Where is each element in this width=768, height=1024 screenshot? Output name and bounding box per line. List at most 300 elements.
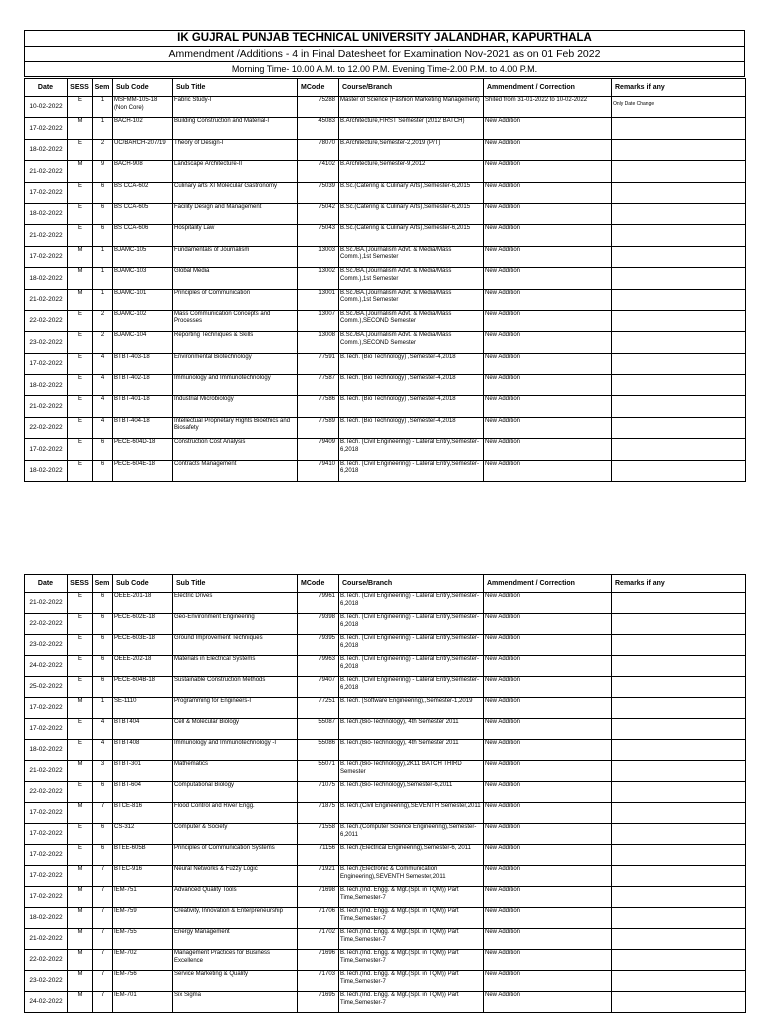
- cell-sem: 4: [93, 417, 113, 438]
- cell-sess: E: [68, 782, 93, 803]
- cell-remarks: [612, 375, 746, 396]
- cell-date: 23-02-2022: [25, 971, 68, 992]
- cell-sess: M: [68, 929, 93, 950]
- cell-remarks: [612, 310, 746, 331]
- table-row: [25, 635, 746, 656]
- table-row: [25, 908, 746, 929]
- cell-sub-code: PECE-604D-18: [113, 439, 173, 460]
- cell-amendment: New Addition: [484, 118, 612, 139]
- cell-remarks: [612, 417, 746, 438]
- cell-sub-title: Materials in Electrical Systems: [173, 656, 298, 677]
- cell-sub-code: BTBT-604: [113, 782, 173, 803]
- cell-sub-code: BTBT408: [113, 740, 173, 761]
- table-row: [25, 139, 746, 160]
- col-mcode: MCode: [298, 575, 339, 593]
- cell-sub-code: BTBT-403-18: [113, 353, 173, 374]
- cell-sub-title: Immunology and Immunotechnology -I: [173, 740, 298, 761]
- cell-mcode: 13001: [298, 289, 339, 310]
- cell-sub-title: Electric Drives: [173, 593, 298, 614]
- cell-sub-code: PECE-603E-18: [113, 635, 173, 656]
- cell-mcode: 71698: [298, 887, 339, 908]
- cell-sub-code: BS CCA-605: [113, 203, 173, 224]
- cell-sess: M: [68, 887, 93, 908]
- cell-sem: 6: [93, 677, 113, 698]
- cell-sess: E: [68, 677, 93, 698]
- cell-date: 18-02-2022: [25, 139, 68, 160]
- cell-course-branch: Master of Science (Fashion Marketing Management): [339, 97, 484, 118]
- cell-amendment: New Addition: [484, 635, 612, 656]
- table-row: [25, 824, 746, 845]
- cell-sem: 6: [93, 225, 113, 246]
- cell-amendment: New Addition: [484, 396, 612, 417]
- cell-sub-code: IEM-759: [113, 908, 173, 929]
- cell-mcode: 77587: [298, 375, 339, 396]
- cell-amendment: New Addition: [484, 992, 612, 1013]
- cell-amendment: New Addition: [484, 677, 612, 698]
- cell-sess: M: [68, 698, 93, 719]
- cell-mcode: 71696: [298, 950, 339, 971]
- cell-remarks: [612, 908, 746, 929]
- cell-sub-code: BS CCA-606: [113, 225, 173, 246]
- cell-sub-title: Sustainable Construction Methods: [173, 677, 298, 698]
- col-sess: SESS: [68, 575, 93, 593]
- table-row: [25, 203, 746, 224]
- cell-sub-code: CS-312: [113, 824, 173, 845]
- cell-course-branch: B.Tech.(Electrical Engineering),Semester-6, 2011: [339, 845, 484, 866]
- cell-sess: E: [68, 824, 93, 845]
- cell-amendment: New Addition: [484, 417, 612, 438]
- cell-course-branch: B.Tech.(Ind. Engg. & Mgt.(Spl. in TQM)) Part Time,Semester-7: [339, 887, 484, 908]
- table-row: [25, 950, 746, 971]
- cell-sub-code: OEEE-202-18: [113, 656, 173, 677]
- table-row: [25, 971, 746, 992]
- cell-sem: 6: [93, 593, 113, 614]
- cell-remarks: [612, 845, 746, 866]
- cell-sem: 1: [93, 97, 113, 118]
- cell-sub-title: Hospitality Law: [173, 225, 298, 246]
- table-row: [25, 656, 746, 677]
- cell-amendment: New Addition: [484, 182, 612, 203]
- cell-sem: 1: [93, 246, 113, 267]
- cell-date: 17-02-2022: [25, 887, 68, 908]
- cell-date: 17-02-2022: [25, 824, 68, 845]
- cell-course-branch: B.Sc./BA.(Journalism Advt. & Media/Mass Comm.),SECOND Semester: [339, 310, 484, 331]
- table-row: [25, 698, 746, 719]
- cell-course-branch: B.Tech.(Bio-Technology),2K11 BATCH THIRD Semester: [339, 761, 484, 782]
- cell-mcode: 55071: [298, 761, 339, 782]
- cell-sess: E: [68, 614, 93, 635]
- cell-mcode: 77251: [298, 698, 339, 719]
- cell-sub-code: BACH-102: [113, 118, 173, 139]
- table-row: [25, 439, 746, 460]
- cell-sub-code: BJAMC-105: [113, 246, 173, 267]
- cell-sem: 6: [93, 460, 113, 481]
- cell-sub-code: BTBT-404-18: [113, 417, 173, 438]
- cell-sem: 2: [93, 139, 113, 160]
- cell-amendment: New Addition: [484, 698, 612, 719]
- cell-amendment: New Addition: [484, 246, 612, 267]
- table-row: [25, 614, 746, 635]
- cell-amendment: New Addition: [484, 950, 612, 971]
- cell-sub-title: Programming for Engineers-I: [173, 698, 298, 719]
- cell-sub-title: Theory of Design-I: [173, 139, 298, 160]
- col-sub-code: Sub Code: [113, 575, 173, 593]
- cell-sub-code: BTBT-402-18: [113, 375, 173, 396]
- cell-sess: E: [68, 593, 93, 614]
- cell-sub-code: OEEE-201-18: [113, 593, 173, 614]
- cell-date: 10-02-2022: [25, 97, 68, 118]
- table-row: [25, 719, 746, 740]
- table-row: [25, 460, 746, 481]
- cell-amendment: New Addition: [484, 761, 612, 782]
- cell-course-branch: B.Tech.(Ind. Engg. & Mgt.(Spl. in TQM)) Part Time,Semester-7: [339, 908, 484, 929]
- cell-sub-title: Fabric Study-I: [173, 97, 298, 118]
- cell-course-branch: B.Sc./BA.(Journalism Advt. & Media/Mass Comm.),1st Semester: [339, 289, 484, 310]
- col-sub-code: Sub Code: [113, 79, 173, 97]
- cell-sem: 7: [93, 950, 113, 971]
- cell-sub-code: IEM-756: [113, 971, 173, 992]
- cell-date: 22-02-2022: [25, 614, 68, 635]
- table-row: [25, 225, 746, 246]
- cell-sub-title: Culinary arts XI Molecular Gastronomy: [173, 182, 298, 203]
- col-amendment: Ammendment / Correction: [484, 575, 612, 593]
- cell-date: 22-02-2022: [25, 782, 68, 803]
- cell-mcode: 71921: [298, 866, 339, 887]
- cell-mcode: 71156: [298, 845, 339, 866]
- cell-course-branch: B.Tech. (Bio Technology) ,Semester-4,2018: [339, 396, 484, 417]
- cell-remarks: [612, 203, 746, 224]
- cell-sess: E: [68, 203, 93, 224]
- cell-amendment: New Addition: [484, 268, 612, 289]
- cell-sem: 1: [93, 698, 113, 719]
- table-row: [25, 310, 746, 331]
- cell-date: 21-02-2022: [25, 593, 68, 614]
- cell-mcode: 13003: [298, 246, 339, 267]
- cell-remarks: [612, 246, 746, 267]
- cell-course-branch: B.Tech. (Software Engineering),,Semester-1,2019: [339, 698, 484, 719]
- cell-mcode: 79961: [298, 593, 339, 614]
- cell-sub-code: PECE-604B-18: [113, 677, 173, 698]
- cell-amendment: New Addition: [484, 203, 612, 224]
- cell-sem: 9: [93, 161, 113, 182]
- cell-sem: 4: [93, 353, 113, 374]
- cell-mcode: 71558: [298, 824, 339, 845]
- cell-remarks: [612, 97, 746, 118]
- cell-sess: E: [68, 139, 93, 160]
- cell-course-branch: B.Sc.(Catering & Culinary Arts),Semester-6,2015: [339, 182, 484, 203]
- cell-course-branch: B.Tech. (Bio Technology) ,Semester-4,2018: [339, 417, 484, 438]
- cell-sem: 7: [93, 971, 113, 992]
- cell-mcode: 45083: [298, 118, 339, 139]
- table-row: [25, 803, 746, 824]
- cell-mcode: 77589: [298, 417, 339, 438]
- cell-sub-title: Mass Communication Concepts and Processes: [173, 310, 298, 331]
- document-header: [24, 30, 745, 77]
- cell-sub-title: Principles of Communication Systems: [173, 845, 298, 866]
- cell-amendment: New Addition: [484, 593, 612, 614]
- cell-date: 18-02-2022: [25, 375, 68, 396]
- cell-sub-title: Cell & Molecular Biology: [173, 719, 298, 740]
- cell-date: 17-02-2022: [25, 719, 68, 740]
- cell-remarks: [612, 635, 746, 656]
- col-sem: Sem: [93, 79, 113, 97]
- cell-sub-title: Creativity, Innovation & Enterpreneurship: [173, 908, 298, 929]
- col-course-branch: Course/Branch: [339, 79, 484, 97]
- cell-remarks: [612, 460, 746, 481]
- cell-remarks: [612, 740, 746, 761]
- cell-sem: 6: [93, 203, 113, 224]
- cell-mcode: 55086: [298, 740, 339, 761]
- cell-date: 17-02-2022: [25, 845, 68, 866]
- cell-course-branch: B.Tech. (Bio Technology) ,Semester-4,2018: [339, 375, 484, 396]
- table-row: [25, 396, 746, 417]
- cell-sub-code: SE-1110: [113, 698, 173, 719]
- cell-sub-code: BJAMC-103: [113, 268, 173, 289]
- table-row: [25, 845, 746, 866]
- cell-sess: M: [68, 161, 93, 182]
- cell-sem: 1: [93, 289, 113, 310]
- cell-mcode: 75043: [298, 225, 339, 246]
- cell-sub-code: BACH-908: [113, 161, 173, 182]
- cell-remarks: [612, 332, 746, 353]
- cell-sess: E: [68, 375, 93, 396]
- remark-text: Only Date Change: [613, 101, 655, 107]
- cell-date: 24-02-2022: [25, 992, 68, 1013]
- table-row: [25, 761, 746, 782]
- col-date: Date: [25, 575, 68, 593]
- cell-sub-title: Advanced Quality Tools: [173, 887, 298, 908]
- cell-course-branch: B.Architecture,Semester-2,2019 (P/T): [339, 139, 484, 160]
- cell-amendment: New Addition: [484, 971, 612, 992]
- cell-course-branch: B.Architecture,FIRST Semester (2012 BATCH): [339, 118, 484, 139]
- table-row: [25, 677, 746, 698]
- cell-amendment: New Addition: [484, 225, 612, 246]
- cell-amendment: New Addition: [484, 824, 612, 845]
- cell-remarks: [612, 353, 746, 374]
- cell-sess: M: [68, 950, 93, 971]
- cell-course-branch: B.Tech.(Ind. Engg. & Mgt.(Spl. in TQM)) Part Time,Semester-7: [339, 929, 484, 950]
- cell-date: 23-02-2022: [25, 332, 68, 353]
- cell-course-branch: B.Tech. (Civil Engineering) - Lateral Entry,Semester-6,2018: [339, 635, 484, 656]
- cell-date: 17-02-2022: [25, 353, 68, 374]
- cell-sess: M: [68, 761, 93, 782]
- cell-course-branch: B.Sc.(Catering & Culinary Arts),Semester-6,2015: [339, 225, 484, 246]
- cell-date: 17-02-2022: [25, 246, 68, 267]
- cell-mcode: 55087: [298, 719, 339, 740]
- cell-course-branch: B.Tech.(Bio-Technology), 4th Semester 2011: [339, 740, 484, 761]
- cell-date: 25-02-2022: [25, 677, 68, 698]
- cell-sess: E: [68, 332, 93, 353]
- cell-remarks: [612, 971, 746, 992]
- cell-course-branch: B.Tech. (Bio Technology) ,Semester-4,2018: [339, 353, 484, 374]
- cell-sem: 6: [93, 824, 113, 845]
- cell-remarks: [612, 225, 746, 246]
- cell-date: 18-02-2022: [25, 740, 68, 761]
- cell-date: 17-02-2022: [25, 118, 68, 139]
- cell-sub-code: BTBT-301: [113, 761, 173, 782]
- cell-sess: E: [68, 225, 93, 246]
- col-amendment: Ammendment / Correction: [484, 79, 612, 97]
- table-row: [25, 593, 746, 614]
- cell-date: 21-02-2022: [25, 225, 68, 246]
- cell-amendment: New Addition: [484, 929, 612, 950]
- cell-course-branch: B.Tech. (Civil Engineering) - Lateral Entry,Semester-6,2018: [339, 677, 484, 698]
- cell-sub-code: BTEE-605B: [113, 845, 173, 866]
- cell-mcode: 79410: [298, 460, 339, 481]
- cell-mcode: 13007: [298, 310, 339, 331]
- cell-remarks: [612, 677, 746, 698]
- cell-sub-code: IEM-751: [113, 887, 173, 908]
- cell-amendment: New Addition: [484, 803, 612, 824]
- cell-sub-code: BTBT404: [113, 719, 173, 740]
- cell-sem: 7: [93, 992, 113, 1013]
- cell-course-branch: B.Architecture,Semester-9,2012: [339, 161, 484, 182]
- datesheet-table-2: [24, 574, 746, 1013]
- cell-remarks: [612, 824, 746, 845]
- cell-course-branch: B.Tech.(Bio-Technology), 4th Semester 2011: [339, 719, 484, 740]
- cell-sem: 3: [93, 761, 113, 782]
- table-row: [25, 268, 746, 289]
- cell-remarks: [612, 698, 746, 719]
- table-row: [25, 182, 746, 203]
- cell-date: 17-02-2022: [25, 439, 68, 460]
- col-remarks: Remarks if any: [612, 79, 746, 97]
- cell-sem: 6: [93, 182, 113, 203]
- cell-remarks: [612, 782, 746, 803]
- cell-sess: M: [68, 118, 93, 139]
- cell-sub-title: Six Sigma: [173, 992, 298, 1013]
- cell-remarks: [612, 614, 746, 635]
- cell-amendment: New Addition: [484, 740, 612, 761]
- cell-remarks: [612, 803, 746, 824]
- table-row: [25, 782, 746, 803]
- cell-mcode: 79963: [298, 656, 339, 677]
- cell-date: 17-02-2022: [25, 866, 68, 887]
- cell-amendment: New Addition: [484, 439, 612, 460]
- cell-date: 22-02-2022: [25, 417, 68, 438]
- cell-amendment: New Addition: [484, 614, 612, 635]
- cell-amendment: New Addition: [484, 375, 612, 396]
- cell-sess: M: [68, 992, 93, 1013]
- cell-sem: 4: [93, 740, 113, 761]
- cell-sess: E: [68, 182, 93, 203]
- university-title: IK GUJRAL PUNJAB TECHNICAL UNIVERSITY JALANDHAR, KAPURTHALA: [25, 31, 745, 47]
- cell-sub-title: Intellectual Proprietary Rights Bioethics and Biosafety: [173, 417, 298, 438]
- cell-sem: 6: [93, 656, 113, 677]
- cell-sem: 6: [93, 635, 113, 656]
- cell-amendment: New Addition: [484, 310, 612, 331]
- cell-sess: E: [68, 656, 93, 677]
- cell-sem: 6: [93, 439, 113, 460]
- cell-amendment: New Addition: [484, 161, 612, 182]
- cell-sub-title: Principles of Communication: [173, 289, 298, 310]
- cell-date: 24-02-2022: [25, 656, 68, 677]
- datesheet-table-1: [24, 78, 746, 482]
- col-sub-title: Sub Title: [173, 575, 298, 593]
- cell-sem: 4: [93, 396, 113, 417]
- table-row: [25, 353, 746, 374]
- table-row: [25, 740, 746, 761]
- cell-sess: E: [68, 635, 93, 656]
- cell-mcode: 13002: [298, 268, 339, 289]
- cell-mcode: 13008: [298, 332, 339, 353]
- cell-course-branch: B.Tech.(Ind. Engg. & Mgt.(Spl. in TQM)) Part Time,Semester-7: [339, 950, 484, 971]
- cell-sub-title: Computational Biology: [173, 782, 298, 803]
- cell-sess: M: [68, 803, 93, 824]
- cell-course-branch: B.Tech. (Civil Engineering) - Lateral Entry,Semester-6,2018: [339, 593, 484, 614]
- cell-mcode: 77591: [298, 353, 339, 374]
- cell-course-branch: B.Sc.(Catering & Culinary Arts),Semester-6,2015: [339, 203, 484, 224]
- cell-amendment: New Addition: [484, 845, 612, 866]
- cell-date: 18-02-2022: [25, 268, 68, 289]
- cell-amendment: New Addition: [484, 908, 612, 929]
- cell-mcode: 74102: [298, 161, 339, 182]
- table-body-2: [25, 593, 746, 1013]
- cell-date: 18-02-2022: [25, 460, 68, 481]
- cell-mcode: 75039: [298, 182, 339, 203]
- cell-sub-code: UC/BARCH-207/19: [113, 139, 173, 160]
- cell-mcode: 75042: [298, 203, 339, 224]
- cell-course-branch: B.Tech.(Electronic & Communication Engineering),SEVENTH Semester,2011: [339, 866, 484, 887]
- table-row: [25, 866, 746, 887]
- cell-sub-code: IEM-701: [113, 992, 173, 1013]
- cell-sub-code: BJAMC-101: [113, 289, 173, 310]
- cell-sub-code: BTCE-816: [113, 803, 173, 824]
- cell-amendment: New Addition: [484, 656, 612, 677]
- cell-course-branch: B.Tech.(Bio-Technology),Semester-6,2011: [339, 782, 484, 803]
- col-remarks: Remarks if any: [612, 575, 746, 593]
- cell-amendment: New Addition: [484, 332, 612, 353]
- cell-course-branch: B.Tech. (Civil Engineering) - Lateral Entry,Semester-6,2018: [339, 439, 484, 460]
- cell-remarks: [612, 719, 746, 740]
- cell-mcode: 71706: [298, 908, 339, 929]
- cell-remarks: [612, 139, 746, 160]
- table-row: [25, 887, 746, 908]
- cell-sess: M: [68, 289, 93, 310]
- cell-amendment: New Addition: [484, 460, 612, 481]
- cell-date: 21-02-2022: [25, 289, 68, 310]
- cell-sess: M: [68, 866, 93, 887]
- cell-mcode: 79407: [298, 677, 339, 698]
- cell-sub-code: BS CCA-602: [113, 182, 173, 203]
- table-body-1: [25, 97, 746, 482]
- cell-sub-title: Environmental Biotechnology: [173, 353, 298, 374]
- cell-date: 21-02-2022: [25, 929, 68, 950]
- cell-date: 22-02-2022: [25, 310, 68, 331]
- cell-sess: E: [68, 353, 93, 374]
- table-row: [25, 929, 746, 950]
- cell-sess: E: [68, 97, 93, 118]
- cell-sub-title: Building Construction and Material-I: [173, 118, 298, 139]
- cell-sem: 1: [93, 118, 113, 139]
- table-row: [25, 161, 746, 182]
- cell-date: 18-02-2022: [25, 203, 68, 224]
- cell-sub-title: Landscape Architecture-II: [173, 161, 298, 182]
- cell-amendment: New Addition: [484, 782, 612, 803]
- cell-course-branch: B.Tech. (Civil Engineering) - Lateral Entry,Semester-6,2018: [339, 614, 484, 635]
- cell-sub-title: Mathematics: [173, 761, 298, 782]
- cell-remarks: [612, 182, 746, 203]
- table-row: [25, 992, 746, 1013]
- cell-sub-code: BTEC-916: [113, 866, 173, 887]
- cell-sub-code: BJAMC-102: [113, 310, 173, 331]
- cell-mcode: 71695: [298, 992, 339, 1013]
- cell-amendment: New Addition: [484, 353, 612, 374]
- cell-sub-title: Neural Networks & Fuzzy Logic: [173, 866, 298, 887]
- cell-sem: 4: [93, 719, 113, 740]
- cell-sub-title: Ground Improvement Techniques: [173, 635, 298, 656]
- cell-remarks: [612, 761, 746, 782]
